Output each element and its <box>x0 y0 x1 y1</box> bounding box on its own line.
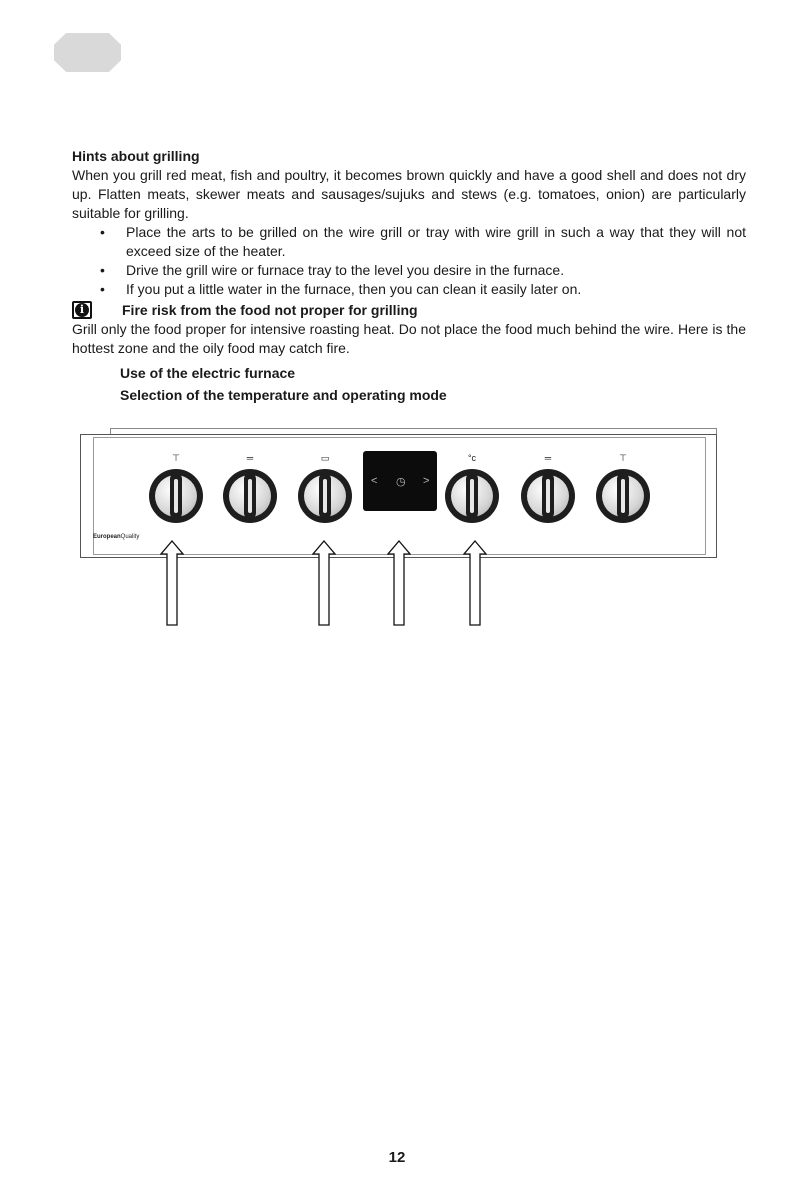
arrow-up-icon <box>387 540 411 626</box>
arrow-up-icon <box>312 540 336 626</box>
control-knob[interactable] <box>445 469 499 523</box>
warning-title: Fire risk from the food not proper for grilling <box>122 302 418 318</box>
info-icon: i <box>72 301 92 319</box>
knob-symbol-2: ═ <box>246 453 254 463</box>
arrow-up-icon <box>463 540 487 626</box>
grilling-bullet-list <box>72 223 746 299</box>
knob-symbol-1: ⊤ <box>172 453 180 463</box>
control-knob[interactable] <box>298 469 352 523</box>
bullet-icon: • <box>100 281 105 297</box>
page-corner-badge <box>54 33 121 72</box>
brand-logo: EuropeanQuality <box>93 534 140 540</box>
furnace-heading: Use of the electric furnace <box>120 365 296 381</box>
control-knob[interactable] <box>149 469 203 523</box>
knob-symbol-6: ═ <box>544 453 552 463</box>
knob-symbol-7: ⊤ <box>619 453 627 463</box>
control-knob[interactable] <box>596 469 650 523</box>
chevron-left-icon[interactable]: < <box>371 475 378 487</box>
warning-text: Grill only the food proper for intensive roasting heat. Do not place the food much behind the wire. Here is the hottest zone and the oily food may catch fire. <box>72 321 746 356</box>
document-body <box>72 147 746 406</box>
page-number: 12 <box>388 1149 406 1166</box>
grilling-heading: Hints about grilling <box>72 148 200 164</box>
furnace-subheading: Selection of the temperature and operating mode <box>120 387 447 403</box>
control-panel-illustration <box>80 428 720 628</box>
list-item: • Drive the grill wire or furnace tray to the level you desire in the furnace. <box>100 262 565 278</box>
chevron-right-icon[interactable]: > <box>423 475 430 487</box>
bullet-icon: • <box>100 224 105 240</box>
control-knob[interactable] <box>521 469 575 523</box>
warning-row <box>72 300 746 320</box>
bullet-icon: • <box>100 262 105 278</box>
timer-display[interactable] <box>363 451 437 511</box>
grilling-intro: When you grill red meat, fish and poultry, it becomes brown quickly and have a good shell and does not dry up. Flatten meats, skewer meats and sausages/sujuks and stews (e.g. tomatoes, onion) are particularly suitable for grilling. <box>72 167 746 221</box>
clock-icon[interactable]: ◷ <box>396 476 406 488</box>
arrow-up-icon <box>160 540 184 626</box>
knob-symbol-5: °c <box>467 453 477 463</box>
list-item: • If you put a little water in the furnace, then you can clean it easily later on. <box>100 281 582 297</box>
knob-symbol-3: ▭ <box>320 453 330 463</box>
list-item: • Place the arts to be grilled on the wire grill or tray with wire grill in such a way that they will not exceed size of the heater. <box>100 224 746 259</box>
control-knob[interactable] <box>223 469 277 523</box>
